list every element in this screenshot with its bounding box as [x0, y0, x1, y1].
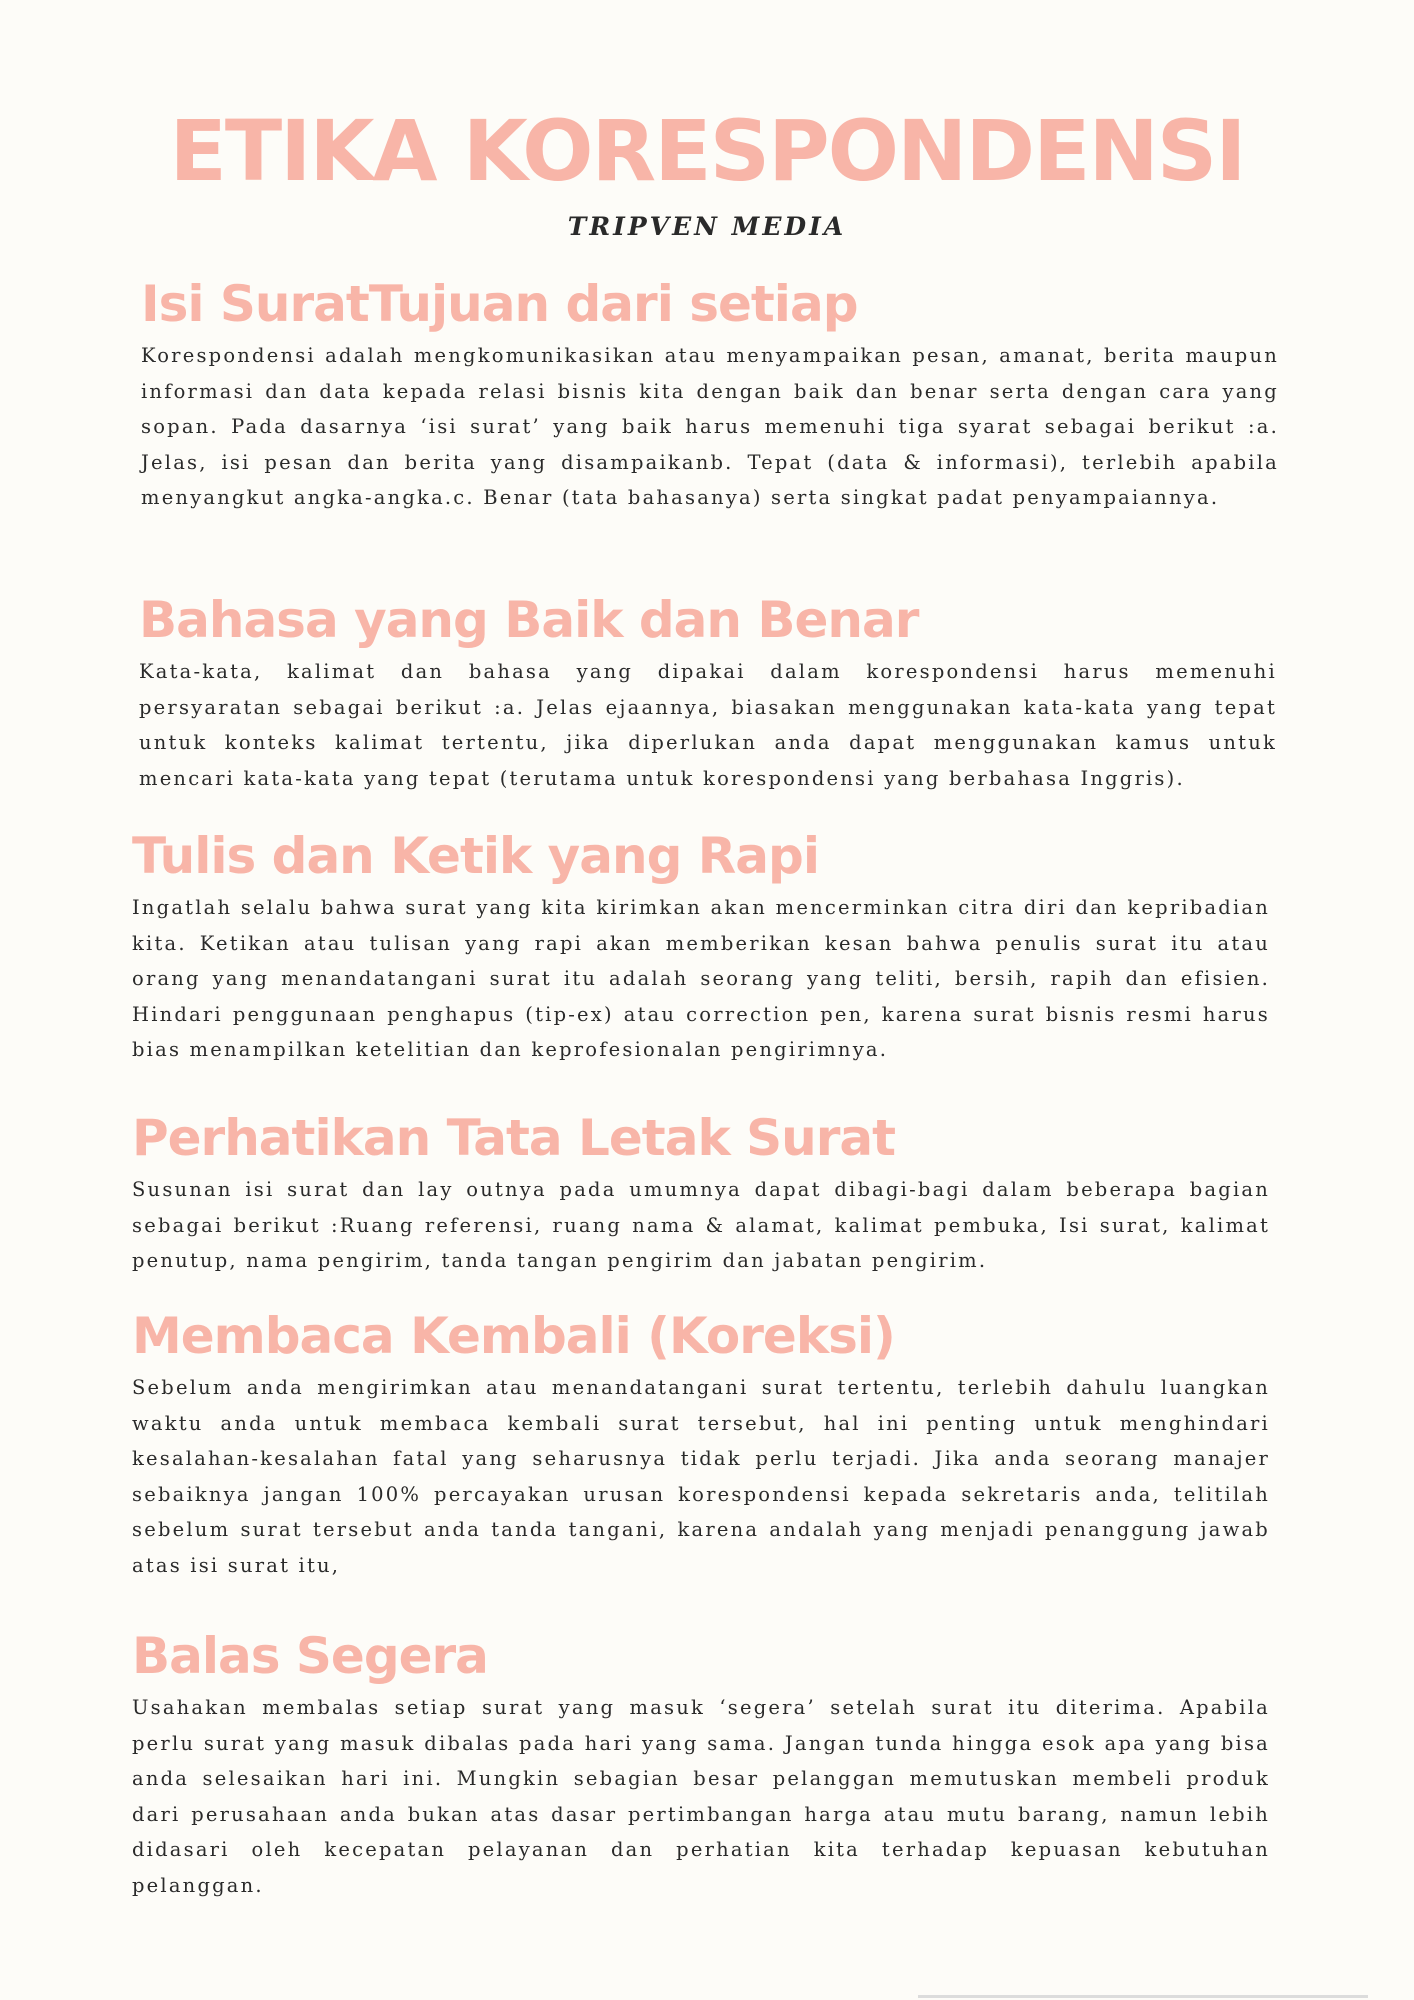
section-body: Susunan isi surat dan lay outnya pada umumnya dapat dibagi-bagi dalam beberapa bagian sebagai berikut :Ruang referensi, ruang nama & alamat, kalimat pembuka, Isi surat, kalimat penutup, nama pengirim, tanda tangan pengirim dan jabatan pengirim.	[132, 1178, 1270, 1273]
section-heading: Perhatikan Tata Letak Surat	[132, 1109, 896, 1167]
section-heading: Bahasa yang Baik dan Benar	[139, 591, 919, 649]
section-heading: Balas Segera	[132, 1627, 488, 1685]
section-body: Korespondensi adalah mengkomunikasikan atau menyampaikan pesan, amanat, berita maupun informasi dan data kepada relasi bisnis kita dengan baik dan benar serta dengan cara yang sopan. Pada dasarnya ‘isi surat’ yang baik harus memenuhi tiga syarat sebagai berikut :a. Jelas, isi pesan dan berita yang disampaikanb. Tepat (data & informasi), terlebih apabila menyangkut angka-angka.c. Benar (tata bahasanya) serta singkat padat penyampaiannya.	[141, 344, 1279, 510]
section-heading: Isi SuratTujuan dari setiap	[141, 275, 858, 333]
section-body: Ingatlah selalu bahwa surat yang kita kirimkan akan mencerminkan citra diri dan kepribadian kita. Ketikan atau tulisan yang rapi akan memberikan kesan bahwa penulis surat itu atau orang yang menandatangani surat itu adalah seorang yang teliti, bersih, rapih dan efisien. Hindari penggunaan penghapus (tip-ex) atau correction pen, karena surat bisnis resmi harus bias menampilkan ketelitian dan keprofesionalan pengirimnya.	[132, 896, 1270, 1062]
footer-divider	[918, 1995, 1368, 1998]
section-body: Kata-kata, kalimat dan bahasa yang dipakai dalam korespondensi harus memenuhi persyaratan sebagai berikut :a. Jelas ejaannya, biasakan menggunakan kata-kata yang tepat untuk konteks kalimat tertentu, jika diperlukan anda dapat menggunakan kamus untuk mencari kata-kata yang tepat (terutama untuk korespondensi yang berbahasa Inggris).	[139, 660, 1277, 790]
page-title: ETIKA KORESPONDENSI	[169, 102, 1245, 200]
section-tulis-ketik	[132, 824, 1270, 1068]
page-subtitle: TRIPVEN MEDIA	[567, 212, 847, 241]
section-tata-letak	[132, 1106, 1270, 1279]
section-heading: Membaca Kembali (Koreksi)	[132, 1307, 895, 1365]
section-heading: Tulis dan Ketik yang Rapi	[132, 827, 819, 885]
section-bahasa	[139, 588, 1277, 796]
section-body: Usahakan membalas setiap surat yang masuk ‘segera’ setelah surat itu diterima. Apabila perlu surat yang masuk dibalas pada hari yang sama. Jangan tunda hingga esok apa yang bisa anda selesaikan hari ini. Mungkin sebagian besar pelanggan memutuskan membeli produk dari perusahaan anda bukan atas dasar pertimbangan harga atau mutu barang, namun lebih didasari oleh kecepatan pelayanan dan perhatian kita terhadap kepuasan kebutuhan pelanggan.	[132, 1696, 1270, 1897]
section-isi-surat	[141, 272, 1279, 516]
section-body: Sebelum anda mengirimkan atau menandatangani surat tertentu, terlebih dahulu luangkan waktu anda untuk membaca kembali surat tersebut, hal ini penting untuk menghindari kesalahan-kesalahan fatal yang seharusnya tidak perlu terjadi. Jika anda seorang manajer sebaiknya jangan 100% percayakan urusan korespondensi kepada sekretaris anda, telitilah sebelum surat tersebut anda tanda tangani, karena andalah yang menjadi penanggung jawab atas isi surat itu,	[132, 1376, 1270, 1577]
section-balas-segera	[132, 1624, 1270, 1904]
section-membaca-kembali	[132, 1304, 1270, 1584]
